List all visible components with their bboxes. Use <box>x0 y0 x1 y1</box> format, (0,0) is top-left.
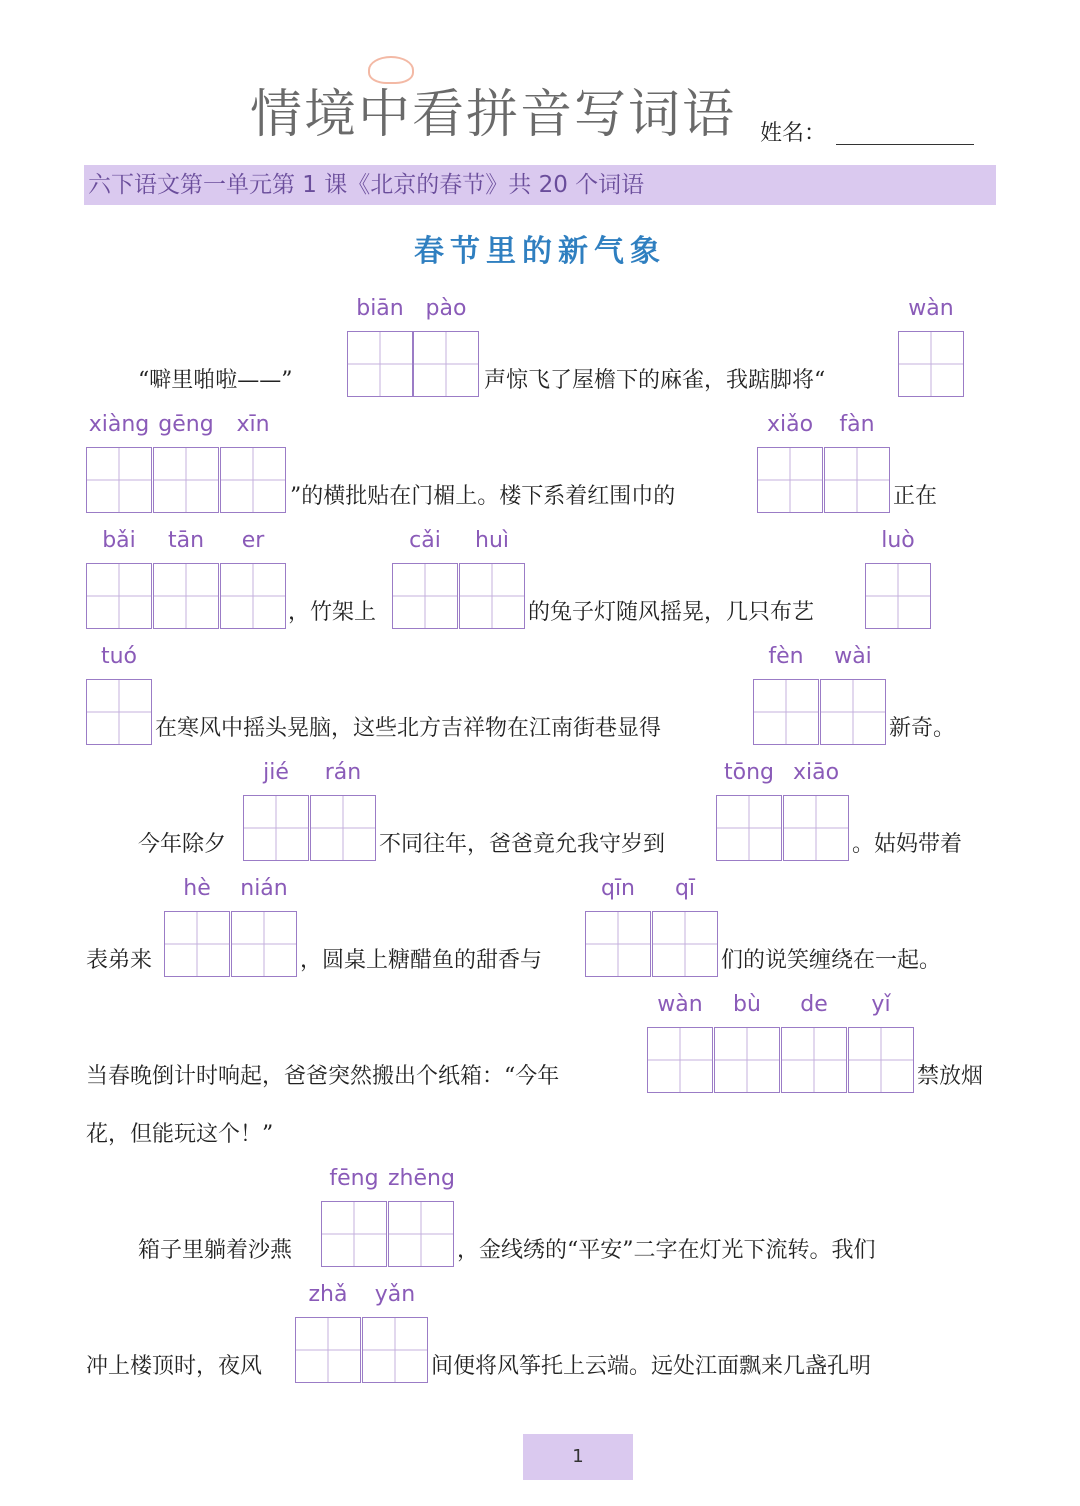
pinyin-label: wài <box>834 644 872 669</box>
passage-text: “噼里啪啦——” <box>138 368 293 393</box>
answer-box[interactable] <box>362 1317 428 1383</box>
passage-text: 间便将风筝托上云端。远处江面飘来几盏孔明 <box>431 1354 872 1379</box>
answer-box[interactable] <box>86 679 152 745</box>
answer-box[interactable] <box>164 911 230 977</box>
pinyin-label: xiàng <box>88 412 150 437</box>
passage-text: 新奇。 <box>889 716 956 741</box>
pinyin-label: fèn <box>768 644 804 669</box>
pinyin-label: qī <box>674 876 696 901</box>
answer-box[interactable] <box>86 447 152 513</box>
answer-box[interactable] <box>716 795 782 861</box>
pinyin-label: jié <box>263 760 289 785</box>
passage-text: 今年除夕 <box>138 832 227 857</box>
pinyin-label: xiǎo <box>766 412 814 437</box>
pinyin-label: fēng <box>329 1166 379 1191</box>
pinyin-label: biān <box>356 296 404 321</box>
name-label: 姓名： <box>760 121 827 146</box>
pinyin-label: xīn <box>236 412 270 437</box>
answer-box[interactable] <box>647 1027 713 1093</box>
answer-box[interactable] <box>781 1027 847 1093</box>
answer-box[interactable] <box>898 331 964 397</box>
answer-box[interactable] <box>321 1201 387 1267</box>
pinyin-label: wàn <box>908 296 954 321</box>
passage-text: 表弟来 <box>86 948 153 973</box>
page-number: 1 <box>523 1434 633 1480</box>
answer-box[interactable] <box>820 679 886 745</box>
answer-box[interactable] <box>153 563 219 629</box>
passage-text: 正在 <box>893 484 938 509</box>
pinyin-label: pào <box>425 296 467 321</box>
answer-box[interactable] <box>86 563 152 629</box>
answer-box[interactable] <box>153 447 219 513</box>
pinyin-label: xiāo <box>792 760 840 785</box>
answer-box[interactable] <box>231 911 297 977</box>
pinyin-label: yǐ <box>871 992 891 1017</box>
answer-box[interactable] <box>783 795 849 861</box>
pinyin-label: huì <box>475 528 509 553</box>
answer-box[interactable] <box>388 1201 454 1267</box>
pinyin-label: tōng <box>724 760 774 785</box>
passage-text: 冲上楼顶时，夜风 <box>86 1354 263 1379</box>
answer-box[interactable] <box>753 679 819 745</box>
answer-box[interactable] <box>714 1027 780 1093</box>
pinyin-label: hè <box>183 876 211 901</box>
pinyin-label: tuó <box>100 644 138 669</box>
answer-box[interactable] <box>757 447 823 513</box>
passage-text: ，圆桌上糖醋鱼的甜香与 <box>300 948 543 973</box>
passage-text: 花，但能玩这个！” <box>86 1122 274 1147</box>
pinyin-label: zhǎ <box>308 1282 348 1307</box>
pinyin-label: zhēng <box>388 1166 455 1191</box>
name-field[interactable] <box>836 144 974 145</box>
answer-box[interactable] <box>220 447 286 513</box>
pinyin-label: bù <box>733 992 761 1017</box>
passage-text: ”的横批贴在门楣上。楼下系着红围巾的 <box>290 484 676 509</box>
answer-box[interactable] <box>585 911 651 977</box>
pinyin-label: yǎn <box>374 1282 416 1307</box>
worksheet-title: 情境中看拼音写词语 <box>250 85 737 145</box>
pinyin-label: er <box>241 528 265 553</box>
lesson-banner: 六下语文第一单元第 1 课《北京的春节》共 20 个词语 <box>84 165 996 205</box>
pinyin-label: qīn <box>600 876 636 901</box>
answer-box[interactable] <box>295 1317 361 1383</box>
passage-text: 箱子里躺着沙燕 <box>138 1238 293 1263</box>
pinyin-label: bǎi <box>102 528 136 553</box>
answer-box[interactable] <box>848 1027 914 1093</box>
passage-text: ，金线绣的“平安”二字在灯光下流转。我们 <box>457 1238 876 1263</box>
pinyin-label: cǎi <box>409 528 441 553</box>
passage-text: 们的说笑缠绕在一起。 <box>721 948 942 973</box>
answer-box[interactable] <box>652 911 718 977</box>
answer-box[interactable] <box>413 331 479 397</box>
passage-text: ，竹架上 <box>288 600 377 625</box>
pinyin-label: wàn <box>657 992 703 1017</box>
pinyin-label: nián <box>240 876 288 901</box>
passage-text: 不同往年，爸爸竟允我守岁到 <box>379 832 666 857</box>
pinyin-label: de <box>800 992 828 1017</box>
passage-text: 当春晚倒计时响起，爸爸突然搬出个纸箱：“今年 <box>86 1064 560 1089</box>
answer-box[interactable] <box>220 563 286 629</box>
passage-text: 的兔子灯随风摇晃，几只布艺 <box>528 600 815 625</box>
passage-text: 在寒风中摇头晃脑，这些北方吉祥物在江南街巷显得 <box>155 716 662 741</box>
answer-box[interactable] <box>347 331 413 397</box>
answer-box[interactable] <box>310 795 376 861</box>
pinyin-label: fàn <box>839 412 875 437</box>
pinyin-label: gēng <box>158 412 214 437</box>
passage-text: 声惊飞了屋檐下的麻雀，我踮脚将“ <box>484 368 826 393</box>
story-title: 春节里的新气象 <box>414 234 666 269</box>
pinyin-label: luò <box>881 528 915 553</box>
passage-text: 禁放烟 <box>917 1064 984 1089</box>
pinyin-label: rán <box>324 760 362 785</box>
answer-box[interactable] <box>459 563 525 629</box>
pinyin-label: tān <box>167 528 205 553</box>
answer-box[interactable] <box>824 447 890 513</box>
passage-text: 。姑妈带着 <box>852 832 963 857</box>
answer-box[interactable] <box>865 563 931 629</box>
answer-box[interactable] <box>243 795 309 861</box>
answer-box[interactable] <box>392 563 458 629</box>
